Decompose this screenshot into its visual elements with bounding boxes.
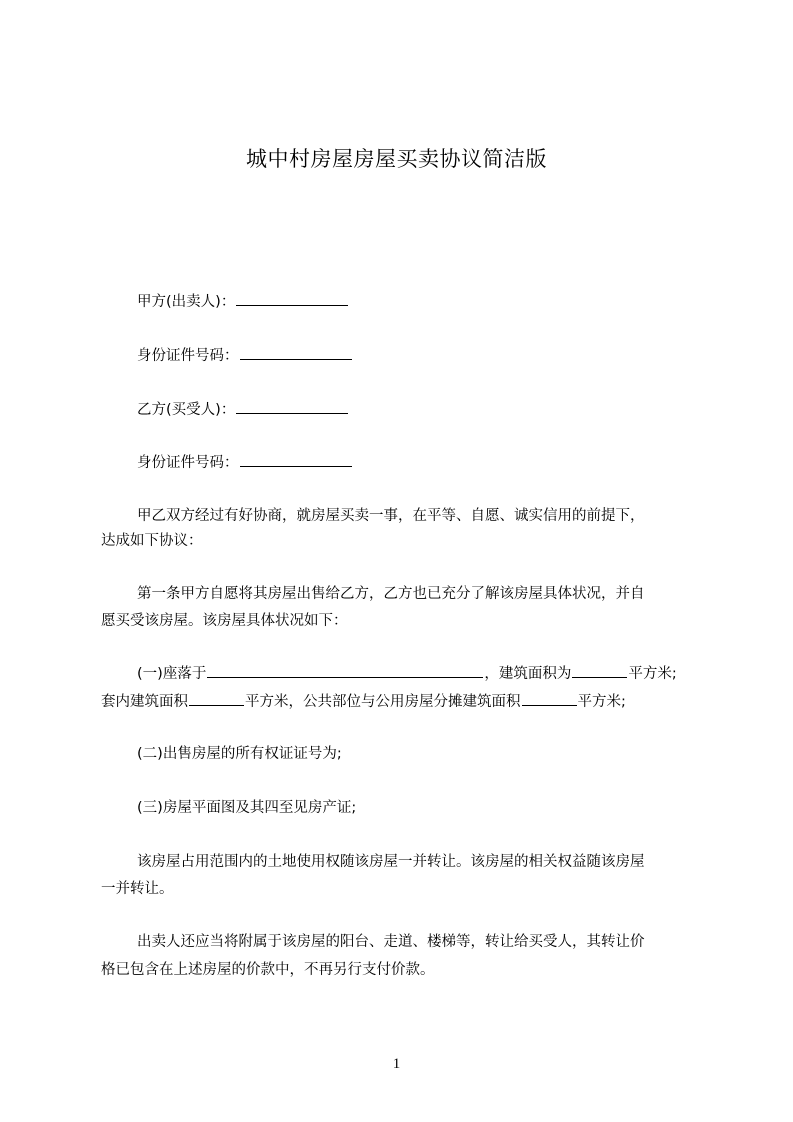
item1-line-2 bbox=[101, 691, 711, 712]
buyer-line bbox=[101, 399, 747, 420]
buyer-id-blank[interactable] bbox=[240, 452, 352, 467]
article1-line-1: 第一条甲方自愿将其房屋出售给乙方，乙方也已充分了解该房屋具体状况，并自 bbox=[137, 586, 645, 602]
seller-line bbox=[101, 291, 747, 312]
seller-id-line bbox=[101, 345, 747, 366]
item1-unit-3: 平方米; bbox=[577, 694, 626, 710]
appurtenances-line-1: 出卖人还应当将附属于该房屋的阳台、走道、楼梯等，转让给买受人，其转让价 bbox=[137, 934, 645, 950]
appurtenances-line-2: 格已包含在上述房屋的价款中，不再另行支付价款。 bbox=[101, 962, 435, 978]
buyer-id-line bbox=[101, 452, 747, 473]
buyer-label: 乙方(买受人)： bbox=[137, 402, 236, 418]
item1-unit-1: 平方米; bbox=[628, 666, 677, 682]
item1-unit-2: 平方米，公共部位与公用房屋分摊建筑面积 bbox=[245, 694, 521, 710]
item3-line: (三)房屋平面图及其四至见房产证; bbox=[137, 800, 357, 816]
page-number: 1 bbox=[392, 1056, 401, 1072]
item1-prefix: (一)座落于 bbox=[137, 666, 207, 682]
land-line-2: 一并转让。 bbox=[101, 881, 174, 897]
seller-id-blank[interactable] bbox=[240, 345, 352, 360]
shared-area-blank[interactable] bbox=[522, 691, 577, 706]
buyer-name-blank[interactable] bbox=[236, 399, 348, 414]
intro-line-1: 甲乙双方经过有好协商，就房屋买卖一事，在平等、自愿、诚实信用的前提下， bbox=[137, 508, 645, 524]
intro-line-2: 达成如下协议： bbox=[101, 533, 203, 549]
land-line-1: 该房屋占用范围内的土地使用权随该房屋一并转让。该房屋的相关权益随该房屋 bbox=[137, 854, 645, 870]
location-blank[interactable] bbox=[207, 663, 483, 678]
buyer-id-label: 身份证件号码： bbox=[137, 455, 239, 471]
building-area-blank[interactable] bbox=[572, 663, 627, 678]
document-title: 城中村房屋房屋买卖协议简洁版 bbox=[246, 147, 547, 171]
seller-name-blank[interactable] bbox=[236, 291, 348, 306]
seller-label: 甲方(出卖人)： bbox=[137, 294, 236, 310]
item2-line: (二)出售房屋的所有权证证号为; bbox=[137, 746, 342, 762]
article1-line-2: 愿买受该房屋。该房屋具体状况如下： bbox=[101, 613, 348, 629]
inner-area-blank[interactable] bbox=[189, 691, 244, 706]
item1-area-label: ，建筑面积为 bbox=[484, 666, 572, 682]
item1-inner-label: 套内建筑面积 bbox=[101, 694, 188, 710]
item1-line-1 bbox=[101, 663, 747, 684]
seller-id-label: 身份证件号码： bbox=[137, 348, 239, 364]
